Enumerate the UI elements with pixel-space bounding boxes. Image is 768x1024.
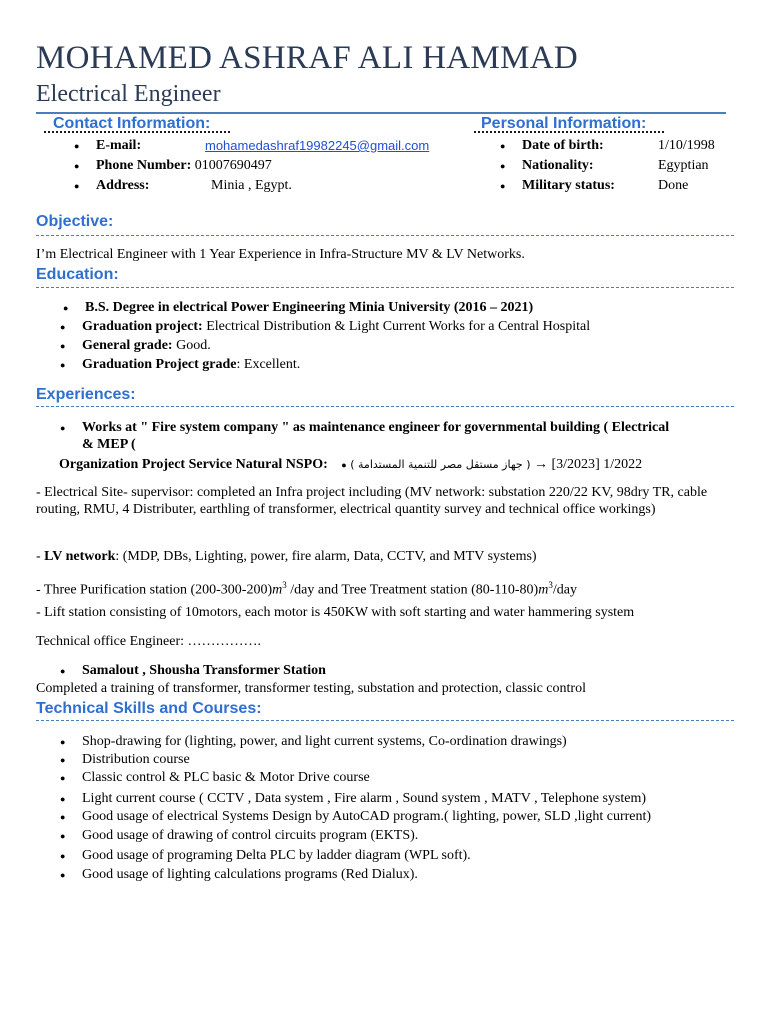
contact-heading-underline [44,131,230,133]
job-line-2: & MEP ( [82,437,136,452]
address-value: Minia , Egypt. [211,178,292,193]
purification-b: /day and Tree Treatment station (80-110-80) [286,582,539,598]
address-label: Address: [96,178,150,193]
skill-item: ● Good usage of electrical Systems Design by AutoCAD program.( lighting, power, SLD ,light current) [82,808,651,826]
project-grade-value: : Excellent. [236,357,301,372]
contact-address-item [96,177,149,195]
grade-value: Good. [172,338,211,353]
education-heading: Education: [36,266,119,283]
education-degree: ● B.S. Degree in electrical Power Engineering Minia University (2016 – 2021) [85,299,533,317]
skill-item: ● Good usage of lighting calculations programs (Red Dialux). [82,866,418,884]
site-supervisor-text: - Electrical Site- supervisor: completed an Infra project including (MV network: substation 220/22 KV, 98dry TR, cable routing, RMU, 4 Distributer, earthling of transformer, electrical quantity survey and technical office workings) [36,485,708,517]
personal-heading: Personal Information: [481,115,647,132]
military-item [522,177,615,195]
objective-text: I’m Electrical Engineer with 1 Year Experience in Infra-Structure MV & LV Networks. [36,247,525,262]
education-divider [36,287,734,288]
nationality-item [522,157,594,175]
header-divider [36,112,726,114]
phone-label: Phone Number: [96,158,192,173]
project-value: Electrical Distribution & Light Current Works for a Central Hospital [202,319,591,334]
samalout-item: ● Samalout , Shousha Transformer Station [82,662,326,680]
organization-label: Organization Project Service Natural NSPO: [59,457,328,472]
purification-c: /day [552,582,577,598]
organization-dates: [1/2022 [3/2023 [551,457,643,472]
organization-line [59,456,642,474]
project-grade-label: Graduation Project grade [82,357,237,372]
skill-item: ● Shop-drawing for (lighting, power, and light current systems, Co-ordination drawings) [82,733,567,751]
dob-label: Date of birth: [522,138,604,153]
job-line-1: ● Works at " Fire system company " as maintenance engineer for governmental building ( Electrical [82,419,669,437]
lv-text: : (MDP, DBs, Lighting, power, fire alarm, Data, CCTV, and MTV systems) [115,549,537,564]
dob-item [522,137,604,155]
email-value[interactable] [205,137,429,156]
purification-a: - Three Purification station (200-300-200) [36,582,273,598]
contact-phone-item [96,157,272,175]
education-grade [82,337,211,355]
email-link[interactable]: mohamedashraf19982245@gmail.com [205,138,430,153]
tech-office-text: Technical office Engineer: ……………. [36,634,262,649]
lift-station-text: - Lift station consisting of 10motors, each motor is 450KW with soft starting and water hammering system [36,605,635,620]
skill-item: ● Good usage of drawing of control circuits program (EKTS). [82,827,418,845]
contact-heading: Contact Information: [53,115,211,132]
contact-email-item [96,137,141,155]
education-project [82,318,590,336]
skill-item: ● Light current course ( CCTV , Data system , Fire alarm , Sound system , MATV , Telephone system) [82,790,646,808]
military-value: Done [658,178,689,193]
project-label: Graduation project: [82,319,203,334]
unit-m-1: m [272,582,283,598]
unit-exp-2: 3 [548,580,553,590]
lv-label: LV network [44,549,116,564]
dob-value: 1/10/1998 [658,138,715,153]
purification-line [36,576,577,600]
experiences-divider [36,406,734,407]
education-project-grade [82,356,300,374]
lv-prefix: - [36,549,45,564]
skill-item: ● Classic control & PLC basic & Motor Drive course [82,769,370,787]
unit-exp-1: 3 [282,580,287,590]
phone-value: 01007690497 [194,158,272,173]
organization-bullet: ● [341,460,347,470]
unit-m-2: m [538,582,549,598]
skills-divider [36,720,734,721]
nationality-value: Egyptian [658,158,709,173]
personal-heading-underline [474,131,664,133]
skill-item: ● Good usage of programing Delta PLC by ladder diagram (WPL soft). [82,847,471,865]
email-label: E-mail: [96,138,142,153]
objective-divider [36,235,734,236]
organization-arabic: ( جهاز مستقل مصر للتنمية المستدامة ) [350,458,531,471]
skill-item: ● Distribution course [82,751,190,769]
job-title: Electrical Engineer [36,81,221,107]
candidate-name: MOHAMED ASHRAF ALI HAMMAD [36,40,578,76]
organization-arrow: → [534,457,548,472]
military-label: Military status: [522,178,615,193]
lv-network-line [36,548,537,566]
skills-heading: Technical Skills and Courses: [36,700,262,717]
objective-heading: Objective: [36,213,114,230]
nationality-label: Nationality: [522,158,594,173]
training-text: Completed a training of transformer, transformer testing, substation and protection, classic control [36,681,586,696]
grade-label: General grade: [82,338,173,353]
experiences-heading: Experiences: [36,386,136,403]
